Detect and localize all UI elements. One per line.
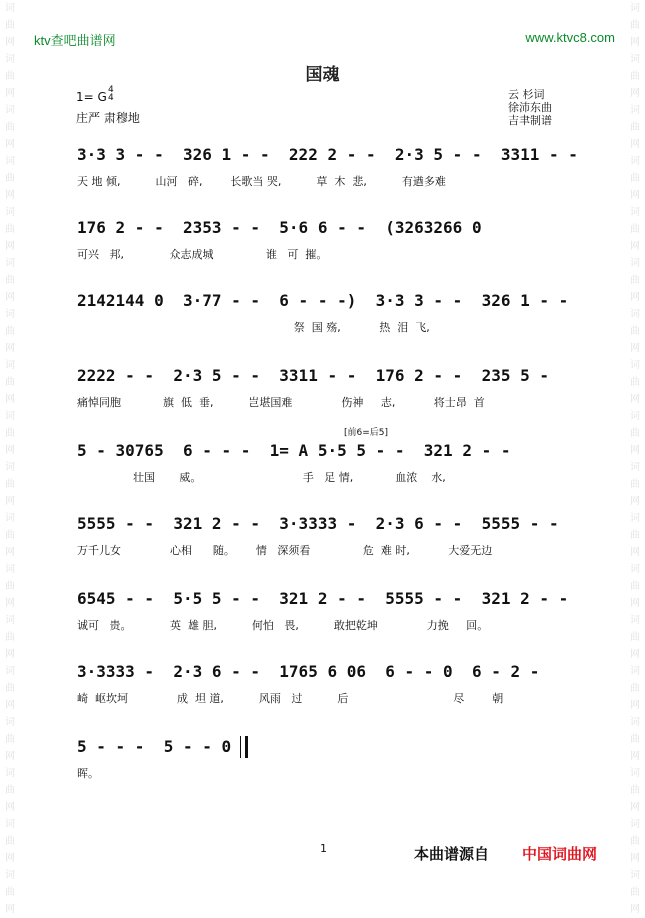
lyric-line-2: 可兴 邦, 众志成城 谁 可 摧。 (77, 248, 328, 261)
notation: 3·3 3 - - 326 1 - - 222 2 - - 2·3 5 - - 3311 - - (77, 145, 578, 164)
score-line-3 (77, 291, 573, 317)
source-name-link[interactable]: 中国词曲网 (522, 845, 598, 863)
arranger-credit: 吉聿制谱 (508, 114, 552, 127)
notation: 2222 - - 2·3 5 - - 3311 - - 176 2 - - 235 5 - (77, 366, 550, 385)
meter-bottom: 4 (108, 93, 114, 103)
time-signature (108, 86, 114, 102)
lyric-line-9: 晖。 (77, 767, 99, 780)
final-barline-thick (245, 736, 248, 758)
lyric-line-3: 祭 国 殇, 热 泪 飞, (77, 321, 430, 334)
tempo-marking: 庄严 肃穆地 (76, 111, 140, 125)
composer-credit: 徐沛东曲 (508, 101, 552, 114)
lyric-line-8: 崎 岖坎坷 成 坦 道, 风雨 过 后 尽 朝 (77, 692, 504, 705)
page-number: 1 (320, 842, 327, 855)
meter-top: 4 (108, 85, 114, 95)
notation: 5 - 30765 6 - - - 1= A 5·5 5 - - 321 2 - - (77, 441, 511, 460)
watermark-left: 词曲网词曲网词曲网词曲网词曲网词曲网词曲网词曲网词曲网词曲网词曲网词曲网词曲网词曲网词曲网词曲网词曲网词曲网 (5, 3, 15, 915)
notation: 5 - - - 5 - - 0 (77, 737, 232, 756)
lyric-line-7: 诚可 贵。 英 雄 胆, 何怕 畏, 敢把乾坤 力挽 回。 (77, 619, 489, 632)
final-barline-thin (240, 736, 241, 758)
score-line-7 (77, 589, 573, 615)
song-title: 国魂 (305, 65, 340, 85)
score-line-8 (77, 662, 573, 688)
score-line-1 (77, 145, 578, 171)
lyric-line-1: 天 地 倾, 山河 碎, 长歌当 哭, 草 木 悲, 有遒多难 (77, 175, 446, 188)
lyricist-credit: 云 杉词 (508, 88, 545, 101)
notation: 176 2 - - 2353 - - 5·6 6 - - (3263266 0 (77, 218, 482, 237)
watermark-right: 词曲网词曲网词曲网词曲网词曲网词曲网词曲网词曲网词曲网词曲网词曲网词曲网词曲网词曲网词曲网词曲网词曲网词曲网 (630, 3, 640, 915)
key-signature: 1= G (76, 90, 107, 104)
lyric-line-6: 万千儿女 心相 随。 情 深须看 危 难 时, 大爱无边 (77, 544, 493, 557)
source-label: 本曲谱源自 (414, 845, 490, 863)
site-url-right[interactable]: www.ktvc8.com (525, 30, 615, 45)
site-name-left[interactable]: ktv查吧曲谱网 (34, 33, 116, 48)
notation: 2142144 0 3·77 - - 6 - - -) 3·3 3 - - 326 1 - - (77, 291, 569, 310)
score-line-2 (77, 218, 573, 244)
modulation-mark: [前6=后5] (344, 428, 389, 438)
score-line-5 (77, 441, 573, 467)
lyric-line-4: 痛悼同胞 旗 低 垂, 岂堪国难 伤神 志, 将士昂 首 (77, 396, 485, 409)
lyric-line-5: 壮国 威。 手 足 情, 血浓 水, (77, 471, 446, 484)
score-line-9 (77, 737, 573, 763)
notation: 6545 - - 5·5 5 - - 321 2 - - 5555 - - 321 2 - - (77, 589, 569, 608)
score-line-4 (77, 366, 573, 392)
notation: 5555 - - 321 2 - - 3·3333 - 2·3 6 - - 5555 - - (77, 514, 559, 533)
notation: 3·3333 - 2·3 6 - - 1765 6 06 6 - - 0 6 - 2 - (77, 662, 540, 681)
score-line-6 (77, 514, 573, 540)
